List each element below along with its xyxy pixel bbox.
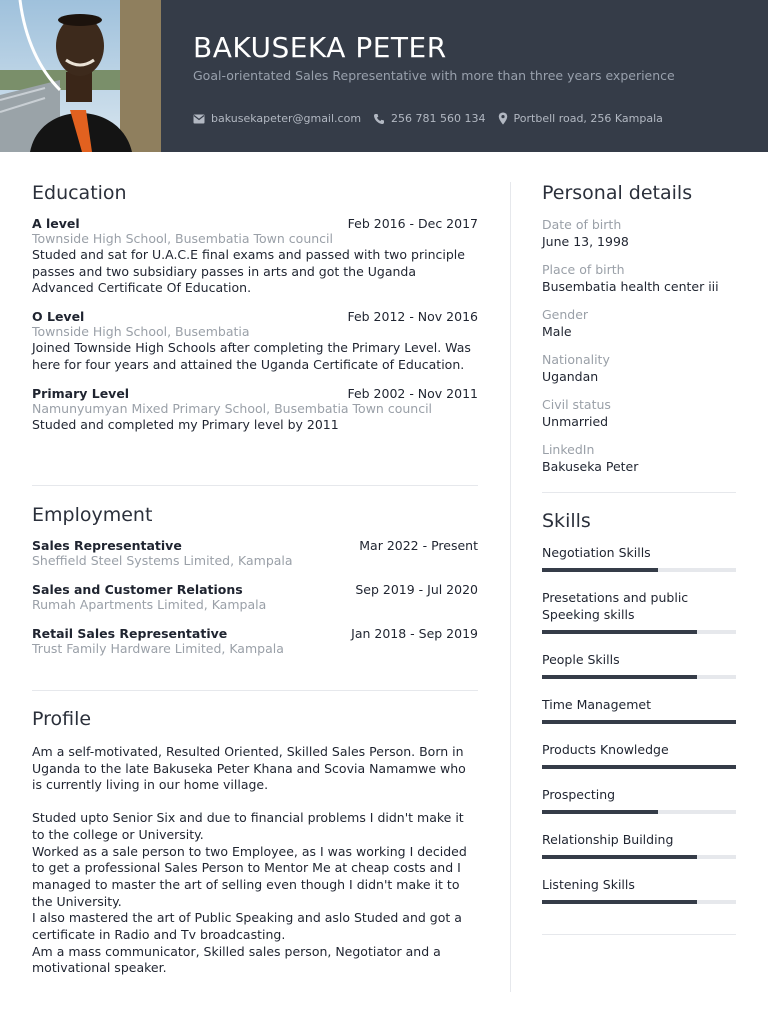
skill-item <box>542 651 736 679</box>
skill-level-fill <box>542 765 736 769</box>
education-entry-header <box>32 216 478 231</box>
education-entry-school: Townside High School, Busembatia <box>32 324 250 340</box>
skill-name: Products Knowledge <box>542 742 669 757</box>
skill-level-fill <box>542 675 697 679</box>
education-entry-date: Feb 2016 - Dec 2017 <box>347 216 478 231</box>
personal-detail-value: Busembatia health center iii <box>542 279 719 294</box>
profile-paragraph: Worked as a sale person to two Employee, as I was working I decided to get a professional Sales Person to Mentor Me at cheap costs and I managed to master the art of selling even though I didn't make it to the University. <box>32 843 467 909</box>
skill-item <box>542 544 736 572</box>
address-text: Portbell road, 256 Kampala <box>513 112 663 125</box>
employment-entry-date: Sep 2019 - Jul 2020 <box>355 582 478 597</box>
profile-photo-image <box>0 0 161 152</box>
section-divider <box>542 492 736 493</box>
skill-item <box>542 696 736 724</box>
section-divider <box>32 485 478 486</box>
envelope-icon <box>193 114 205 124</box>
profile-section <box>32 708 478 977</box>
section-divider <box>32 690 478 691</box>
personal-detail-value: June 13, 1998 <box>542 234 629 249</box>
personal-detail-label: Nationality <box>542 352 610 367</box>
email-text: bakusekapeter@gmail.com <box>211 112 362 125</box>
education-entry-school: Townside High School, Busembatia Town council <box>32 231 333 246</box>
skill-level-fill <box>542 900 697 904</box>
personal-detail <box>542 396 736 430</box>
personal-detail-label: Place of birth <box>542 262 625 277</box>
personal-detail-label: Date of birth <box>542 217 622 232</box>
profile-paragraph: Am a self-motivated, Resulted Oriented, Skilled Sales Person. Born in Uganda to the late Bakuseka Peter Khana and Scovia Namamwe who is currently living in our home village. <box>32 744 466 793</box>
skill-name: Time Managemet <box>542 697 651 712</box>
skill-level-fill <box>542 720 736 724</box>
profile-paragraph: Studed upto Senior Six and due to financial problems I didn't make it to the college or University. <box>32 810 464 842</box>
education-entry-description: Joined Townside High Schools after completing the Primary Level. Was here for four years and attained the Uganda Certificate of Education. <box>32 340 471 372</box>
resume-header <box>0 0 768 152</box>
education-entry-header <box>32 386 478 401</box>
personal-detail-label: LinkedIn <box>542 442 595 457</box>
skill-level-bar <box>542 675 736 679</box>
skill-level-fill <box>542 855 697 859</box>
employment-entry <box>32 582 478 613</box>
skill-level-fill <box>542 630 697 634</box>
employment-title: Employment <box>32 504 153 526</box>
skill-level-bar <box>542 630 736 634</box>
skill-item <box>542 786 736 814</box>
education-entry <box>32 309 478 373</box>
employment-entry-title: Sales Representative <box>32 538 182 553</box>
personal-detail <box>542 261 736 295</box>
education-entry-date: Feb 2002 - Nov 2011 <box>347 385 478 401</box>
side-column <box>542 182 736 935</box>
phone-text: 256 781 560 134 <box>391 112 486 125</box>
education-entry-title: O Level <box>32 309 85 325</box>
employment-entry-date: Mar 2022 - Present <box>359 538 478 553</box>
personal-detail-value[interactable]: Bakuseka Peter <box>542 459 639 474</box>
employment-entry-title: Retail Sales Representative <box>32 626 228 641</box>
skill-name: People Skills <box>542 652 620 667</box>
candidate-name: BAKUSEKA PETER <box>193 31 447 64</box>
personal-detail-linkedin[interactable] <box>542 441 736 475</box>
education-entry <box>32 386 478 434</box>
skill-level-bar <box>542 765 736 769</box>
education-entry-title: A level <box>32 216 80 231</box>
skill-name: Prospecting <box>542 787 616 802</box>
education-title: Education <box>32 182 127 204</box>
skill-name: Negotiation Skills <box>542 545 651 560</box>
skill-item <box>542 876 736 904</box>
contact-phone[interactable] <box>373 112 485 125</box>
personal-detail <box>542 216 736 250</box>
skill-level-bar <box>542 900 736 904</box>
contact-email[interactable] <box>193 112 361 125</box>
employment-entry-company: Sheffield Steel Systems Limited, Kampala <box>32 553 293 568</box>
skill-level-bar <box>542 810 736 814</box>
personal-detail-value: Ugandan <box>542 369 599 384</box>
skill-level-bar <box>542 720 736 724</box>
personal-details-title: Personal details <box>542 182 693 204</box>
candidate-tagline: Goal-orientated Sales Representative with more than three years experience <box>193 68 675 83</box>
profile-photo <box>0 0 161 152</box>
profile-title: Profile <box>32 708 92 730</box>
employment-entry-title: Sales and Customer Relations <box>32 582 243 597</box>
skill-item <box>542 741 736 769</box>
contact-bar <box>193 112 675 125</box>
skill-item <box>542 831 736 859</box>
employment-entry-header <box>32 582 478 597</box>
employment-entry-header <box>32 626 478 641</box>
personal-detail <box>542 306 736 340</box>
personal-detail-value: Male <box>542 324 572 339</box>
skill-level-bar <box>542 855 736 859</box>
contact-address[interactable] <box>498 112 663 125</box>
personal-detail-value: Unmarried <box>542 414 609 429</box>
education-entry-header <box>32 309 478 324</box>
education-entry-school: Namunyumyan Mixed Primary School, Busembatia Town council <box>32 400 433 416</box>
map-pin-icon <box>498 112 508 125</box>
phone-icon <box>373 113 385 125</box>
education-entry <box>32 216 478 297</box>
employment-entry-company: Trust Family Hardware Limited, Kampala <box>32 641 284 656</box>
skill-level-bar <box>542 568 736 572</box>
column-divider <box>510 182 511 992</box>
skill-name: Relationship Building <box>542 832 674 847</box>
employment-entry <box>32 538 478 569</box>
employment-entry <box>32 626 478 657</box>
employment-entry-date: Jan 2018 - Sep 2019 <box>351 626 478 641</box>
skill-name: Listening Skills <box>542 877 635 892</box>
skills-list <box>542 544 736 904</box>
skills-title: Skills <box>542 510 591 532</box>
education-entry-title: Primary Level <box>32 385 130 401</box>
section-divider <box>542 934 736 935</box>
employment-entry-header <box>32 538 478 553</box>
profile-paragraph: Am a mass communicator, Skilled sales person, Negotiator and a motivational speaker. <box>32 943 441 976</box>
education-entry-description: Studed and sat for U.A.C.E final exams and passed with two principle passes and two subsidiary passes in arts and got the Uganda Advanced Certificate Of Education. <box>32 247 465 296</box>
education-entry-date: Feb 2012 - Nov 2016 <box>347 309 478 325</box>
profile-paragraph: I also mastered the art of Public Speaking and aslo Studed and got a certificate in Radio and Tv broadcasting. <box>32 910 462 943</box>
education-entry-description: Studed and completed my Primary level by 2011 <box>32 416 339 432</box>
personal-detail-label: Gender <box>542 307 589 322</box>
personal-detail <box>542 351 736 385</box>
skill-level-fill <box>542 568 658 572</box>
skill-name: Presetations and public Speeking skills <box>542 590 689 622</box>
employment-section <box>32 504 478 657</box>
education-section <box>32 182 478 433</box>
skill-item <box>542 589 736 634</box>
employment-entry-company: Rumah Apartments Limited, Kampala <box>32 597 267 612</box>
skill-level-fill <box>542 810 658 814</box>
personal-detail-label: Civil status <box>542 397 611 412</box>
